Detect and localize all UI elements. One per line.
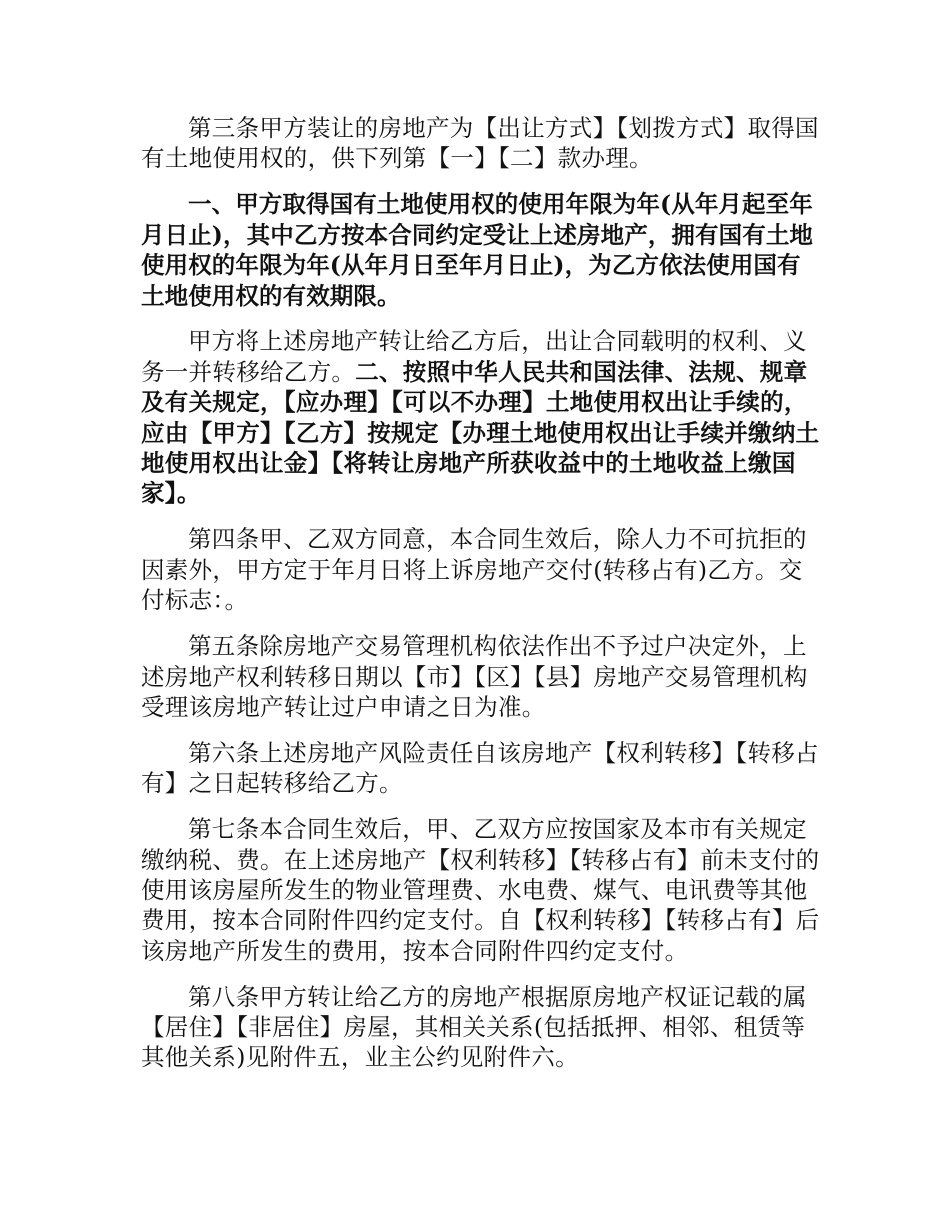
paragraph-article-5: 第五条除房地产交易管理机构依法作出不予过户决定外，上述房地产权利转移日期以【市】【区】【县】房地产交易管理机构受理该房地产转让过户申请之日为准。 [141, 632, 808, 721]
document-body [141, 113, 821, 1088]
paragraph-article-4: 第四条甲、乙双方同意，本合同生效后，除人力不可抗拒的因素外，甲方定于年月日将上诉房地产交付(转移占有)乙方。交付标志：。 [141, 525, 807, 615]
paragraph-article-3: 第三条甲方装让的房地产为【出让方式】【划拨方式】取得国有土地使用权的，供下列第【一】【二】款办理。 [141, 114, 819, 173]
paragraph-article-7: 第七条本合同生效后，甲、乙双方应按国家及本市有关规定缴纳税、费。在上述房地产【权利转移】【转移占有】前未支付的使用该房屋所发生的物业管理费、水电费、煤气、电讯费等其他费用，按本合同附件四约定支付。自【权利转移】【转移占有】后该房地产所发生的费用，按本合同附件四约定支付。 [141, 815, 820, 965]
paragraph-article-8: 第八条甲方转让给乙方的房地产根据原房地产权证记载的属【居住】【非居住】房屋，其相关关系(包括抵押、相邻、租赁等其他关系)见附件五，业主公约见附件六。 [141, 982, 807, 1072]
paragraph-transfer-clause-2 [141, 326, 821, 508]
paragraph-transfer-text: 甲方将上述房地产转让给乙方后，出让合同载明的权利、义务一并转移给乙方。 [141, 327, 807, 386]
paragraph-article-6: 第六条上述房地产风险责任自该房地产【权利转移】【转移占有】之日起转移给乙方。 [141, 738, 819, 798]
paragraph-clause-2-bold: 二、按照中华人民共和国法律、法规、规章及有关规定，【应办理】【可以不办理】土地使用权出让手续的，应由【甲方】【乙方】按规定【办理土地使用权出让手续并缴纳土地使用权出让金】【将转让房地产所获收益中的土地收益上缴国家】。 [141, 357, 820, 508]
paragraph-clause-1: 一、甲方取得国有土地使用权的使用年限为年(从年月起至年月日止)，其中乙方按本合同约定受让上述房地产，拥有国有土地使用权的年限为年(从年月日至年月日止)，为乙方依法使用国有土地使用权的有效期限。 [141, 190, 814, 310]
